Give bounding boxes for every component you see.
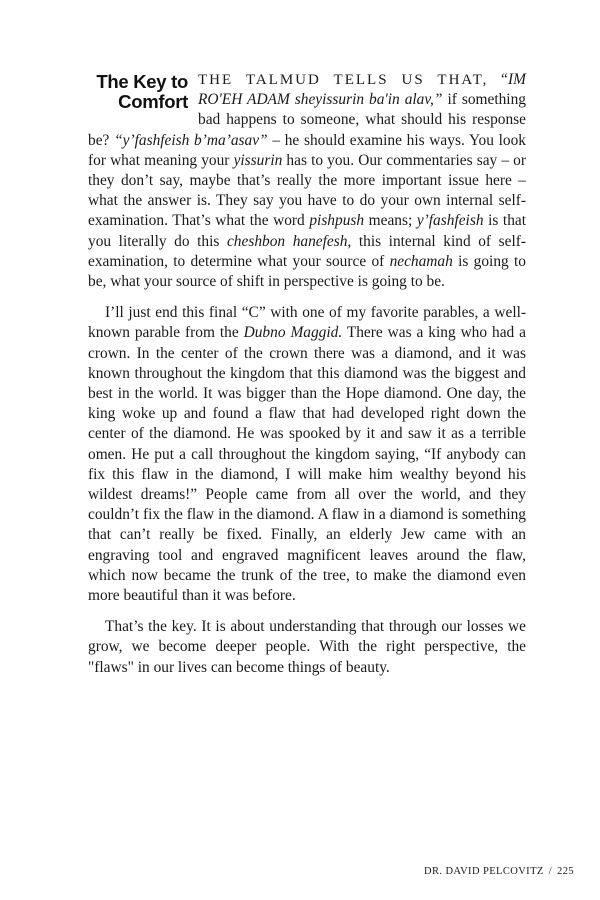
sidebar-heading-line1: The Key to bbox=[96, 71, 188, 92]
p1-italic-1: “y’fashfeish b’ma’asav” bbox=[114, 131, 268, 149]
sidebar-heading bbox=[88, 72, 188, 112]
lead-quote: “IM RO'EH ADAM sheyissurin ba'in alav,” bbox=[198, 71, 526, 109]
running-footer bbox=[424, 866, 574, 877]
paragraph-3 bbox=[88, 617, 526, 678]
paragraph-1 bbox=[88, 70, 526, 292]
p1-text-7: is going to be, what your source of shift in perspective is going to be. bbox=[88, 252, 526, 291]
p2-text-2: There was a king who had a crown. In the center of the crown there was a diamond, and it was known throughout the kingdom that this diamond was the biggest and best in the world. It was bigger than the Hope diamond. One day, the king woke up and found a flaw that had developed right down the center of the diamond. He was spooked by it and saw it as a terrible omen. He put a call throughout the kingdom saying, “If anybody can fix this flaw in the diamond, I will make him wealthy beyond his wildest dreams!” People came from all over the world, and they couldn’t fix the flaw in the diamond. A flaw in a diamond is something that can’t really be fixed. Finally, an elderly Jew came with an engraving tool and engraved magnificent leaves around the flaw, which now became the trunk of the tree, to make the diamond even more beautiful than it was before. bbox=[88, 324, 526, 605]
p1-text-2: – he should examine his ways. You look for what meaning your bbox=[88, 131, 526, 169]
page-body bbox=[88, 70, 526, 678]
p2-text-1: I’ll just end this final “C” with one of my favorite parables, a well-known parable from the bbox=[88, 304, 526, 342]
p1-italic-6: nechamah bbox=[389, 252, 453, 270]
p1-text-6: this internal kind of self-examination, to determine what your source of bbox=[88, 232, 526, 270]
p1-italic-5: cheshbon hanefesh, bbox=[226, 232, 352, 250]
p2-italic-1: Dubno Maggid. bbox=[243, 324, 343, 342]
footer-separator: / bbox=[548, 866, 553, 877]
p3-text-1: That’s the key. It is about understanding that through our losses we grow, we become deeper people. With the right perspective, the "flaws" in our lives can become things of beauty. bbox=[88, 618, 526, 676]
paragraph-2 bbox=[88, 303, 526, 606]
lead-caps: THE TALMUD TELLS US THAT, bbox=[198, 72, 489, 88]
p1-text-1: if something bad happens to someone, what should his response be? bbox=[88, 91, 526, 149]
p1-italic-2: yissurin bbox=[233, 151, 283, 169]
footer-author: DR. DAVID PELCOVITZ bbox=[424, 866, 544, 877]
page-number: 225 bbox=[557, 866, 574, 877]
p1-text-5: is that you literally do this bbox=[88, 212, 527, 250]
p1-text-4: means; bbox=[364, 212, 417, 230]
sidebar-heading-line2: Comfort bbox=[118, 91, 188, 112]
p1-italic-4: y’fashfeish bbox=[416, 212, 484, 230]
p1-italic-3: pishpush bbox=[309, 212, 365, 230]
p1-text-3: has to you. Our commentaries say – or they don’t say, maybe that’s really the more important issue here – what the answer is. They say you have to do your own internal self-examination. That’s what the word bbox=[88, 151, 526, 230]
